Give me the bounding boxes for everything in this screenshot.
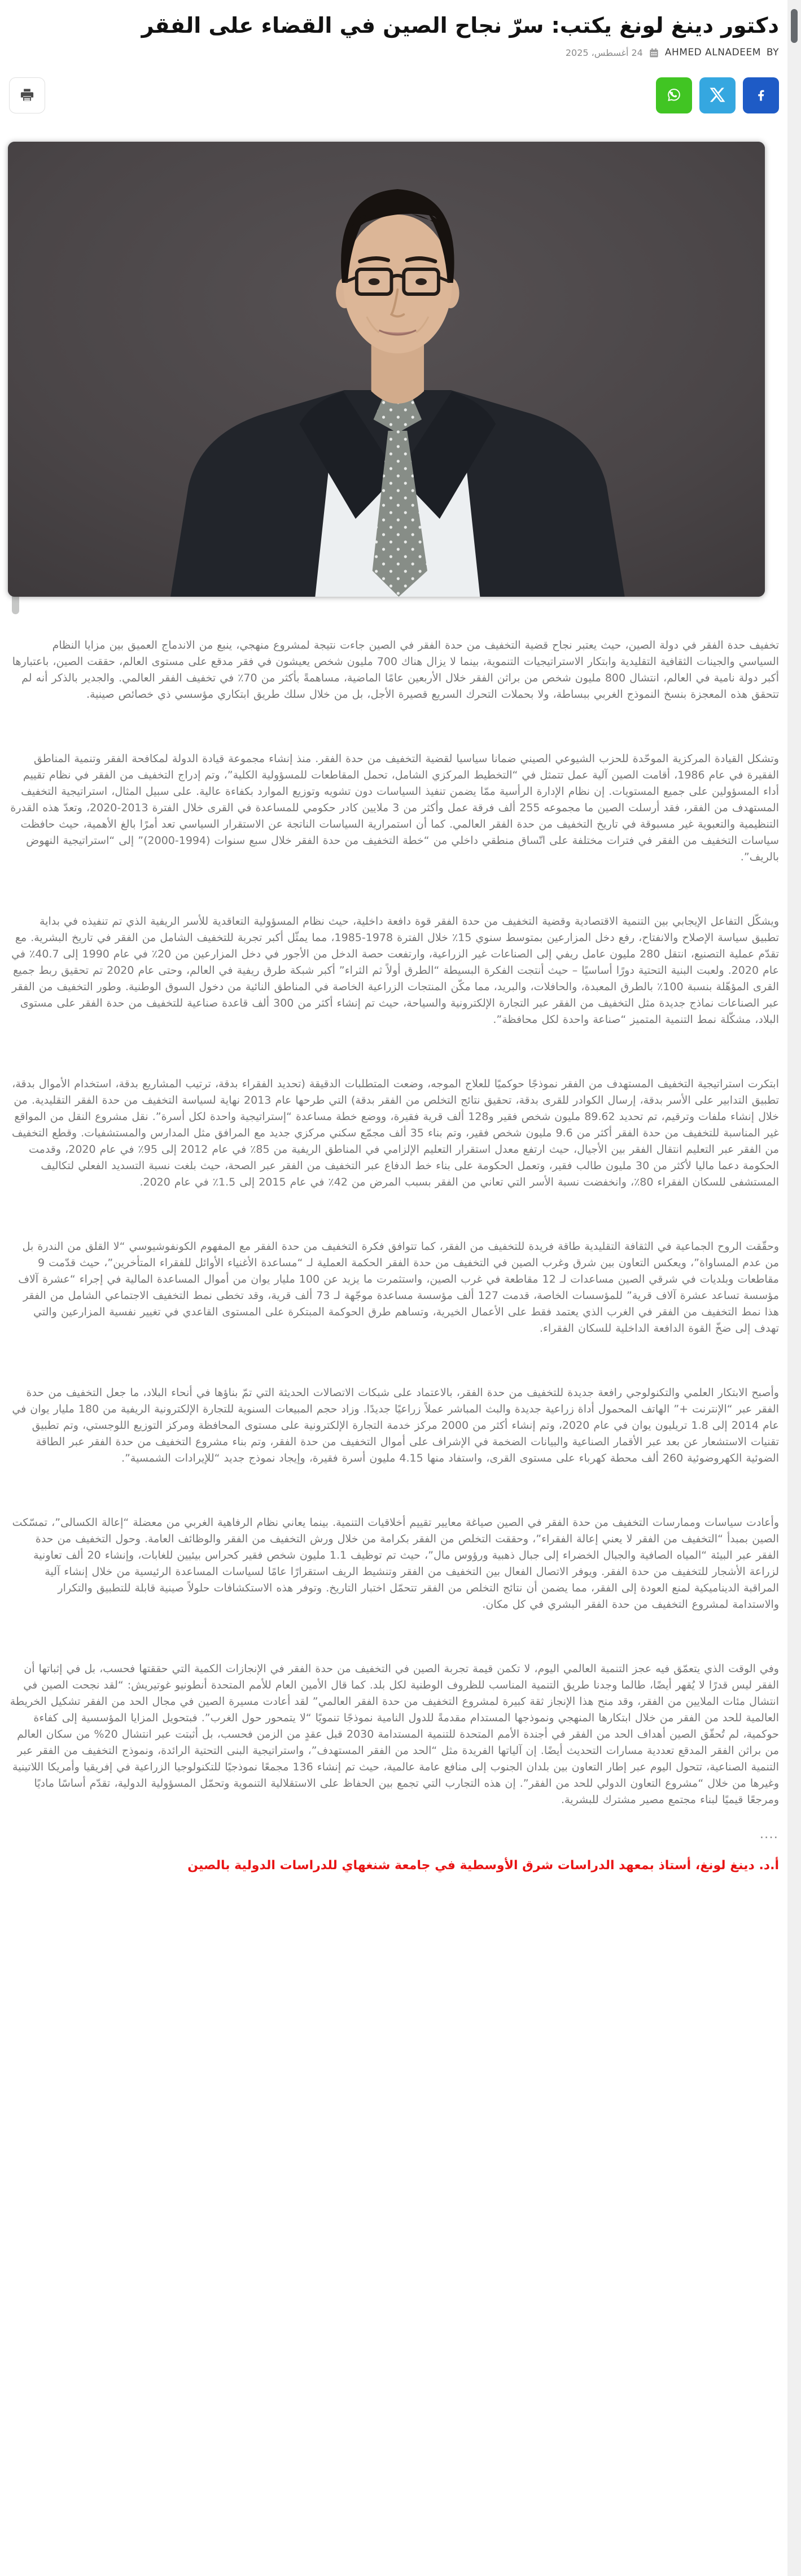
scrollbar-thumb[interactable] bbox=[791, 9, 798, 43]
byline-date: 24 أغسطس، 2025 bbox=[565, 47, 643, 58]
printer-icon bbox=[19, 87, 35, 104]
whatsapp-icon bbox=[666, 86, 682, 105]
byline-author: AHMED ALNADEEM bbox=[664, 47, 761, 59]
article-paragraph: تخفيف حدة الفقر في دولة الصين، حيث يعتبر نجاح قضية التخفيف من حدة الفقر في الصين جاءت نتيجة لمشروع منهجي، ينبع من الاندماج العميق بين مزايا النظام السياسي والجينات الثقافية التقليدية وابتكار الاستراتيجيات التنموية، بينما لا يزال هناك 700 مليون شخص يعيشون في فقر مدقع على مستوى العالم، حققت الصين، باعتبارها أكبر دولة نامية في العالم، انتشال 800 مليون شخص من براثن الفقر خلال الأربعين عامًا الماضية، مساهمةً بأكثر من 70٪ في تخفيف الفقر العالمي. والجدير بالذكر أنه لم تتحقق هذه المعجزة بنسخ النموذج الغربي ببساطة، ولا بحملات التحرك السريع قصيرة الأجل، بل من خلال سلك طريق ابتكاري مؤسسي ذي خصائص صينية. bbox=[12, 639, 779, 701]
share-whatsapp-button[interactable] bbox=[656, 77, 692, 113]
dots-separator: .... bbox=[760, 1831, 779, 1841]
scrollbar-track[interactable] bbox=[787, 0, 801, 2576]
article-toolbar bbox=[9, 77, 779, 113]
article-page bbox=[9, 0, 779, 1875]
print-button[interactable] bbox=[9, 77, 45, 113]
article-paragraph: وحقّقت الروح الجماعية في الثقافة التقليدية طاقة فريدة للتخفيف من الفقر، كما تتوافق فكرة التخفيف من حدة الفقر مع المفهوم الكونفوشيوسي “لا القلق من الندرة بل من عدم المساواة”، ويعكس التعاون بين شرق وغرب الصين في التخفيف من حدة الفقر الحكمة العملية لـ “مساعدة الأغنياء الأوائل للفقراء المتأخرين”، حيث قدّمت 9 مقاطعات وبلديات في شرقي الصين مساعدات لـ 12 مقاطعة في غرب الصين، واستثمرت ما يزيد عن 100 مليار يوان من أموال المساعدة المالية في إجراء “عشرة آلاف مؤسسة تساعد عشرة آلاف قرية” للمؤسسات الخاصة، قدمت 127 ألف مؤسسة مساعدة موجّهة لـ 73 ألف قرية، وقد تخطى نمط التخفيف الاجتماعي الشامل من الفقر هذا نمط التخفيف من الفقر في الغرب الذي يعتمد فقط على الأعمال الخيرية، وتساهم طرق الحوكمة المبتكرة على المستوى القاعدي في تغيير نفسية المزارعين والتي تهدف إلى ضخّ القوة الدافعة الداخلية للسكان الفقراء. bbox=[18, 1240, 779, 1335]
facebook-icon bbox=[753, 87, 769, 104]
article-paragraph: ابتكرت استراتيجية التخفيف المستهدف من الفقر نموذجًا حوكميًا للعلاج الموجه، وضعت المتطلبات الدقيقة (تحديد الفقراء بدقة، ترتيب المشاريع بدقة، استخدام الأموال بدقة، تطبيق التدابير على الأسر بدقة، إرسال الكوادر للقرى بدقة، تحقيق نتائج التخلص من الفقر بدقة) التي طرحها عام 2013 نهاية لسياسة التخفيف من حدة الفقر التقليدية. من خلال إنشاء ملفات وترقيم، تم تحديد 89.62 مليون شخص فقير و128 ألف قرية فقيرة، ووضع خطة مساعدة “إستراتيجية واحدة لكل أسرة”. نقل مشروع النقل من المواقع غير المناسبة للتخفيف من حدة الفقر أكثر من 9.6 مليون شخص فقير، وتم بناء 35 ألف مجمّع سكني مركزي جديد مع المرافق مثل المدارس والمستشفيات. وقطع التخفيف من الفقر عبر التعليم انتقال الفقر بين الأجيال، حيث ارتفع معدل استقرار التعليم الإلزامي في المناطق الريفية من 85٪ في عام 2012 إلى 95٪ في عام 2020، وقدمت الحكومة دعما ماليا لأكثر من 30 مليون طالب فقير، وتعمل الحكومة على بناء خط الدفاع عبر التخفيف من الفقر عبر الصحة، حيث بلغت نسبة التسديد الفعلي لتكاليف المستشفى للسكان الفقراء 80٪، وانخفضت نسبة الأسر التي تعاني من الفقر بسبب المرض من 42٪ في عام 2015 إلى 1.5٪ في عام 2020. bbox=[12, 1078, 779, 1189]
article-body bbox=[9, 637, 779, 1875]
share-buttons bbox=[656, 77, 779, 113]
share-x-button[interactable] bbox=[699, 77, 736, 113]
article-paragraph: ويشكّل التفاعل الإيجابي بين التنمية الاقتصادية وقضية التخفيف من حدة الفقر قوة دافعة داخلية، حيث نظام المسؤولية التعاقدية للأسر الريفية الذي تم تنفيذه في بداية تطبيق سياسة الإصلاح والانفتاح، رفع دخل المزارعين بمتوسط سنوي 15٪ خلال الفترة 1978-1985، مما يمثّل أكبر تجربة للتخفيف الشامل من الفقر في تاريخ البشرية. مع تقدّم عملية التصنيع، انتقل 280 مليون عامل ريفي إلى الصناعات غير الزراعية، وارتفعت حصة الدخل من الأجور في دخل المزارعين من 20٪ في عام 1990 إلى 40.7٪ في عام 2020. ولعبت البنية التحتية دورًا أساسيًا – حيث أنتجت الفكرة البسيطة “الطرق أولاً ثم الثراء” أكبر شبكة طرق ريفية في العالم، وحتى عام 2020 تم تحقيق ربط جميع القرى المؤهّلة بنسبة 100٪ بالطرق المعبدة، والحافلات، والبريد، مما مكّن المنتجات الزراعية الخاصة في المناطق النائية من دخول السوق الوطنية. وطور التخفيف من الفقر عبر الصناعات نماذج جديدة مثل التخفيف من الفقر عبر التجارة الإلكترونية والسياحة، حيث تم إنشاء أكثر من 300 ألف قاعدة صناعية للتخفيف من حدة الفقر على مستوى البلاد، مشكّلة نمط التنمية المتميز “صناعة واحدة لكل محافظة”. bbox=[11, 915, 779, 1026]
byline bbox=[9, 47, 779, 58]
article-paragraph: وفي الوقت الذي يتعمّق فيه عجز التنمية العالمي اليوم، لا تكمن قيمة تجربة الصين في التخفيف من حدة الفقر في الإنجازات الكمية التي حققتها فحسب، بل في إثباتها أن الفقر ليس قدرًا لا يُقهر أيضًا، طالما وجدنا طريق التنمية المناسب للظروف الوطنية لكل بلد. كما قال الأمين العام للأمم المتحدة أنطونيو غوتيريش: “لقد نجحت الصين في انتشال مئات الملايين من الفقر، وقد منح هذا الإنجاز ثقة كبيرة لمشروع التخفيف من حدة الفقر العالمي” لقد أعادت مسيرة الصين في مجال الحد من الفقر تشكيل الخريطة العالمية للحد من الفقر من خلال ابتكارها المنهجي ونموذجها المستدام مقدمةً للدول النامية نموذجًا تنمويًا “لا يتمحور حول الغرب”. فبتحويل المزايا المؤسسية إلى كفاءة حوكمية، لم تُحقّق الصين أهداف الحد من الفقر في أجندة الأمم المتحدة للتنمية المستدامة 2030 قبل عقدٍ من الزمن فحسب، بل أثبتت عبر انتشال 20% من سكان العالم من براثن الفقر المدقع تعددية مسارات التحديث أيضًا. إن آلياتها الفريدة مثل “الحد من الفقر المستهدف”، واستراتيجية البنى التحتية الرائدة، ونموذج التخفيف من الفقر عبر التنمية الصناعية، تتحول اليوم عبر إطار التعاون بين بلدان الجنوب إلى منافع عامة عالمية، حيث تم إنشاء 136 مجمعًا نموذجيًا للتكنولوجيا الزراعية في إفريقيا وأمريكا اللاتينية وغيرها من خلال “مشروع التعاون الدولي للحد من الفقر”. إن هذه التجارب التي تجمع بين الحفاظ على الاستقلالية التنموية وتحمّل المسؤولية الدولية، تقدّم أساسًا ماديًا ومرجعًا قيميًا لبناء مجتمع مصير مشترك للبشرية. bbox=[10, 1663, 779, 1807]
byline-by-label: BY bbox=[766, 47, 779, 59]
share-facebook-button[interactable] bbox=[743, 77, 779, 113]
article-paragraph: وتشكل القيادة المركزية الموحّدة للحزب الشيوعي الصيني ضمانا سياسيا لقضية التخفيف من حدة الفقر. منذ إنشاء مجموعة قيادة الدولة لمكافحة الفقر وتنمية المناطق الفقيرة في عام 1986، أقامت الصين آلية عمل تتمثل في “التخطيط المركزي الشامل، تحمل المقاطعات للمسؤولية الكلية”، وتم إدراج التخفيف من الفقر في نظام تقييم أداء المسؤولين على جميع المستويات. إن نظام الإدارة الرأسية ممّا يضمن تنفيذ السياسات دون تشويه وتوزيع الموارد بكفاءة عالية. على سبيل المثال، استراتيجية التخفيف المستهدف من الفقر، فقد أرسلت الصين ما مجموعه 255 ألف فرقة عمل وأكثر من 3 ملايين كادر حكومي للمساعدة في القرى خلال الفترة 2013-2020، وتعدّ هذه القدرة التنظيمية والتعبوية غير مسبوقة في تاريخ التخفيف من حدة الفقر العالمي. كما أن استمرارية السياسات الناتجة عن الاستقرار السياسي تعد أمرًا بالغ الأهمية، حيث حافظت سياسات التخفيف من الفقر في فترات مختلفة على اتّساق منطقي داخلي من “خطة التخفيف من حدة الفقر خلال سبع سنوات (1994-2000)” إلى “استراتيجية النهوض بالريف”. bbox=[10, 753, 779, 864]
author-footnote: أ.د. دينغ لونغ، أستاذ بمعهد الدراسات شرق الأوسطية في جامعة شنغهاي للدراسات الدولية بالصين bbox=[187, 1858, 779, 1873]
portrait-man-glasses-suit bbox=[8, 142, 765, 597]
calendar-icon bbox=[649, 47, 659, 58]
article-hero-photo bbox=[8, 142, 765, 597]
article-paragraph: وأعادت سياسات وممارسات التخفيف من حدة الفقر في الصين صياغة معايير تقييم أخلاقيات التنمية. بينما يعاني نظام الرفاهية الغربي من معضلة “إعالة الكسالى”، تمسّكت الصين بمبدأ “التخفيف من الفقر لا يعني إعالة الفقراء”، وحققت التخلص من الفقر بكرامة من خلال ورش التخفيف من الفقر والوظائف العامة. وحول التخفيف من حدة الفقر عبر البيئة “المياه الصافية والجبال الخضراء إلى جبال ذهبية ورؤوس مال”، حيث تم توظيف 1.1 مليون شخص فقير كحراس بيئيين للغابات، وإنشاء 20 ألف تعاونية لزراعة الأشجار للتخفيف من حدة الفقر. ويوفر الاتصال الفعال بين التخفيف من الفقر وتنشيط الريف استقرارًا عامًا لسياسات المساعدة الرئيسية من خلال إنشاء آلية المراقبة الديناميكية لمنع العودة إلى الفقر، مما يضمن أن نتائج التخلص من الفقر تتحمّل اختبار التاريخ. وتوفر هذه الاستكشافات حلولاً صينية قابلة للتطبيق والتكرار والاستدامة لمشروع التخفيف من حدة الفقر البشري في كل مكان. bbox=[12, 1516, 779, 1611]
x-icon bbox=[709, 86, 726, 105]
page-title: دكتور دينغ لونغ يكتب: سرّ نجاح الصين في القضاء على الفقر bbox=[141, 13, 779, 38]
article-paragraph: وأصبح الابتكار العلمي والتكنولوجي رافعة جديدة للتخفيف من حدة الفقر، بالاعتماد على شبكات الاتصالات الحديثة التي تمّ بناؤها في أنحاء البلاد، ما جعل التخفيف من حدة الفقر عبر “الإنترنت +” الهاتف المحمول أداة زراعية جديدة والبث المباشر عملاً زراعيًا جديدًا. وزاد حجم المبيعات السنوية للتجارة الإلكترونية الريفية من 180 مليار يوان في عام 2014 إلى 1.8 تريليون يوان في عام 2020، وتم إنشاء أكثر من 2000 مركز خدمة التجارة الإلكترونية على مستوى المحافظة ومركز التوزيع اللوجستي، وتم تطبيق تقنيات الاستشعار عن بعد عبر الأقمار الصناعية والبيانات الضخمة في الإشراف على أموال التخفيف من حدة الفقر، وتم بناء مشروع التخفيف من حدة الفقر عبر الطاقة الضوئية الكهروضوئية 260 ألف محطة كهرباء على مستوى القرى، واستفاد منها 4.15 مليون أسرة فقيرة، وإيجاد نموذج جديد “للإيرادات الشمسية”. bbox=[12, 1387, 779, 1465]
